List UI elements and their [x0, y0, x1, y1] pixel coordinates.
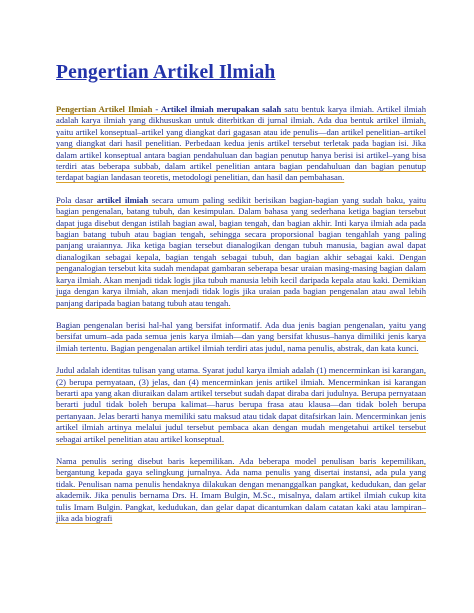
- paragraph-structure: [56, 195, 426, 309]
- lead-term-continuation: - Artikel ilmiah merupakan salah: [152, 104, 282, 114]
- bold-term: artikel ilmiah: [96, 194, 149, 205]
- paragraph-title-rules: Judul adalah identitas tulisan yang utama. Syarat judul karya ilmiah adalah (1) mencerminkan isi karangan, (2) berupa pernyataan, (3) jelas, dan (4) mencerminkan jenis artikel ilmiah. Mencerminkan isi karangan berarti apa yang akan diuraikan dalam artikel tersebut sudah dapat diraba dari judulnya. Berupa pernyataan berarti judul tidak boleh berupa kalimat—harus berupa frasa atau klausa—dan tidak boleh berupa pertanyaan. Jelas berarti hanya memiliki satu maksud atau tidak dapat ditafsirkan lain. Mencerminkan jenis artikel ilmiah artinya melalui judul tersebut pembaca akan dengan mudah mengetahui artikel tersebut sebagai artikel penelitian atau artikel konseptual.: [56, 365, 426, 444]
- page-title: Pengertian Artikel Ilmiah: [56, 62, 276, 83]
- paragraph-introduction: Bagian pengenalan berisi hal-hal yang bersifat informatif. Ada dua jenis bagian pengenalan, yaitu yang bersifat umum–ada pada semua jenis karya ilmiah—dan yang bersifat khusus–hanya dimiliki jenis karya ilmiah tertentu. Bagian pengenalan artikel ilmiah terdiri atas judul, nama penulis, abstrak, dan kata kunci.: [56, 319, 426, 353]
- paragraph-text: satu bentuk karya ilmiah. Artikel ilmiah adalah karya ilmiah yang dikhususkan untuk diterbitkan di jurnal ilmiah. Ada dua bentuk artikel ilmiah, yaitu artikel konseptual–artikel yang diangkat dari gagasan atau ide penulis—dan artikel penelitian–artikel yang diangkat dari hasil penelitian. Perbedaan kedua jenis artikel tersebut terletak pada bagian isi. Jika dalam artikel konseptual antara bagian pendahuluan dan bagian penutup hanya berisi isi artikel–yang bisa terdiri atas beberapa subbab, dalam artikel penelitian antara bagian pendahuluan dan bagian penutup terdapat bagian landasan teoretis, metodologi penelitian, dan hasil dan pembahasan.: [56, 104, 426, 183]
- paragraph-prefix: Pola dasar: [56, 194, 97, 205]
- paragraph-text: secara umum paling sedikit berisikan bagian-bagian yang sudah baku, yaitu bagian pengenalan, batang tubuh, dan kesimpulan. Dalam bahasa yang sederhana ketiga bagian tersebut dapat juga disebut dengan istilah bagian awal, bagian tengah, dan bagian akhir. Inti karya ilmiah ada pada bagian batang tubuh atau bagian tengah, sehingga secara proporsional bagian tengahlah yang paling panjang uraiannya. Jika ketiga bagian tersebut dianalogikan dengan tubuh manusia, bagian awal dapat dianalogikan sebagai kepala, bagian tengah sebagai tubuh, dan bagian akhir sebagai kaki. Dengan penganalogian tersebut kita sudah mendapat gambaran seberapa besar uraian masing-masing bagian dalam karya ilmiah. Akan menjadi tidak logis jika tubuh manusia lebih kecil daripada kepala atau kaki. Demikian juga dengan karya ilmiah, akan menjadi tidak logis jika uraian pada bagian pengenalan atau awal lebih panjang daripada bagian batang tubuh atau tengah.: [56, 194, 426, 308]
- lead-term: Pengertian Artikel Ilmiah: [56, 104, 153, 114]
- paragraph-author-name: Nama penulis sering disebut baris kepemilikan. Ada beberapa model penulisan baris kepemilikan, bergantung kepada gaya selingkung jurnalnya. Ada nama penulis yang disertai instansi, ada pula yang tidak. Penulisan nama penulis hendaknya dilakukan dengan menanggalkan pangkat, kedudukan, dan gelar akademik. Jika penulis bernama Drs. H. Imam Bulgin, M.Sc., misalnya, dalam artikel ilmiah cukup kita tulis Imam Bulgin. Pangkat, kedudukan, dan gelar dapat dicantumkan dalam catatan kaki atau lampiran–jika ada biografi: [56, 455, 426, 523]
- paragraph-definition: [56, 104, 426, 184]
